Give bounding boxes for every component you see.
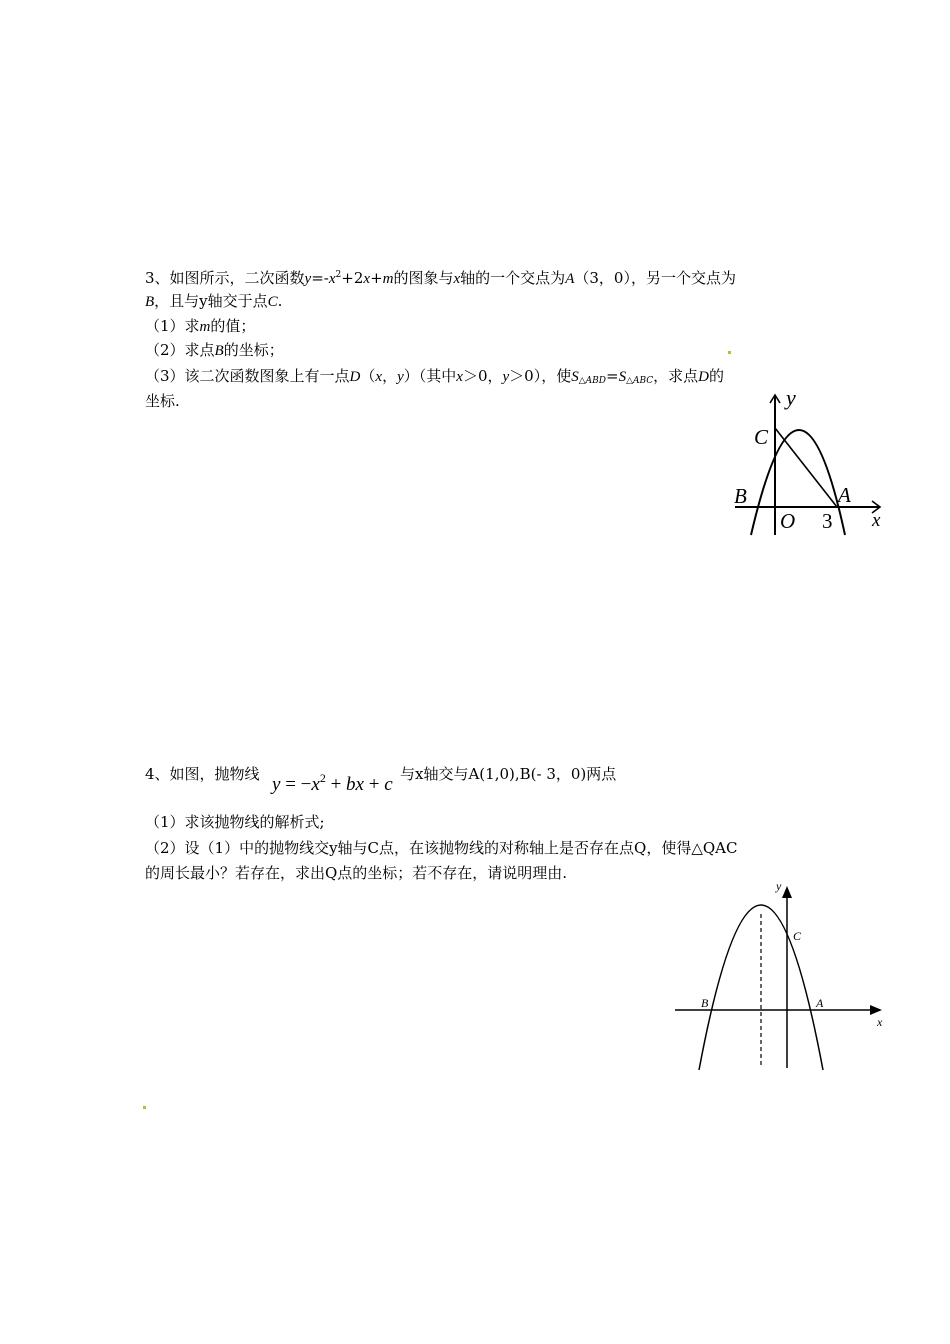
problem4-figure [670, 880, 895, 1072]
problem3-question1: （1）求m的值； [145, 317, 256, 335]
label-c: C [793, 929, 802, 943]
label-c: C [754, 425, 769, 449]
problem4-formula: $y = -x^2$ + bx + c [272, 771, 393, 795]
problem4-intro: 4、如图，抛物线 [145, 765, 260, 783]
y-axis-arrow-icon [782, 886, 792, 898]
label-y: y [786, 385, 796, 410]
label-y: y [776, 880, 782, 893]
problem4-question1: （1）求该抛物线的解析式; [145, 813, 325, 831]
problem3-figure [730, 385, 890, 540]
problem4-question2-continued: 的周长最小？若存在，求出Q点的坐标；若不存在，请说明理由. [145, 864, 568, 882]
label-a: A [816, 996, 824, 1010]
label-b: B [734, 484, 747, 508]
problem3-question3-continued: 坐标. [145, 392, 180, 410]
problem3-line1: 3、如图所示，二次函数$y=-x^2+2x+m$的图象与x轴的一个交点为A（3，0），另一个交点为 [145, 269, 736, 287]
label-b: B [701, 996, 709, 1010]
label-x: x [872, 510, 881, 531]
label-a: A [838, 483, 851, 507]
label-3: 3 [822, 509, 833, 533]
green-marker [143, 1106, 146, 1109]
problem3-line2: B，且与y轴交于点C. [145, 292, 283, 310]
x-axis-arrow-icon [870, 1005, 882, 1015]
problem4-question2: （2）设（1）中的抛物线交y轴与C点，在该抛物线的对称轴上是否存在点Q，使得△QAC [145, 839, 738, 857]
problem3-question3: （3）该二次函数图象上有一点D（x，y）（其中x＞0，y＞0），使$S_{\triangle ABD}=S_{\triangle ABC}$，求点D的 [145, 367, 725, 386]
label-x: x [877, 1015, 883, 1029]
problem3-question2: （2）求点B的坐标； [145, 341, 284, 359]
problem4-intro-tail: 与x轴交与A(1,0),B(- 3，0)两点 [400, 765, 617, 783]
label-o: O [780, 509, 796, 533]
green-marker [728, 351, 731, 354]
